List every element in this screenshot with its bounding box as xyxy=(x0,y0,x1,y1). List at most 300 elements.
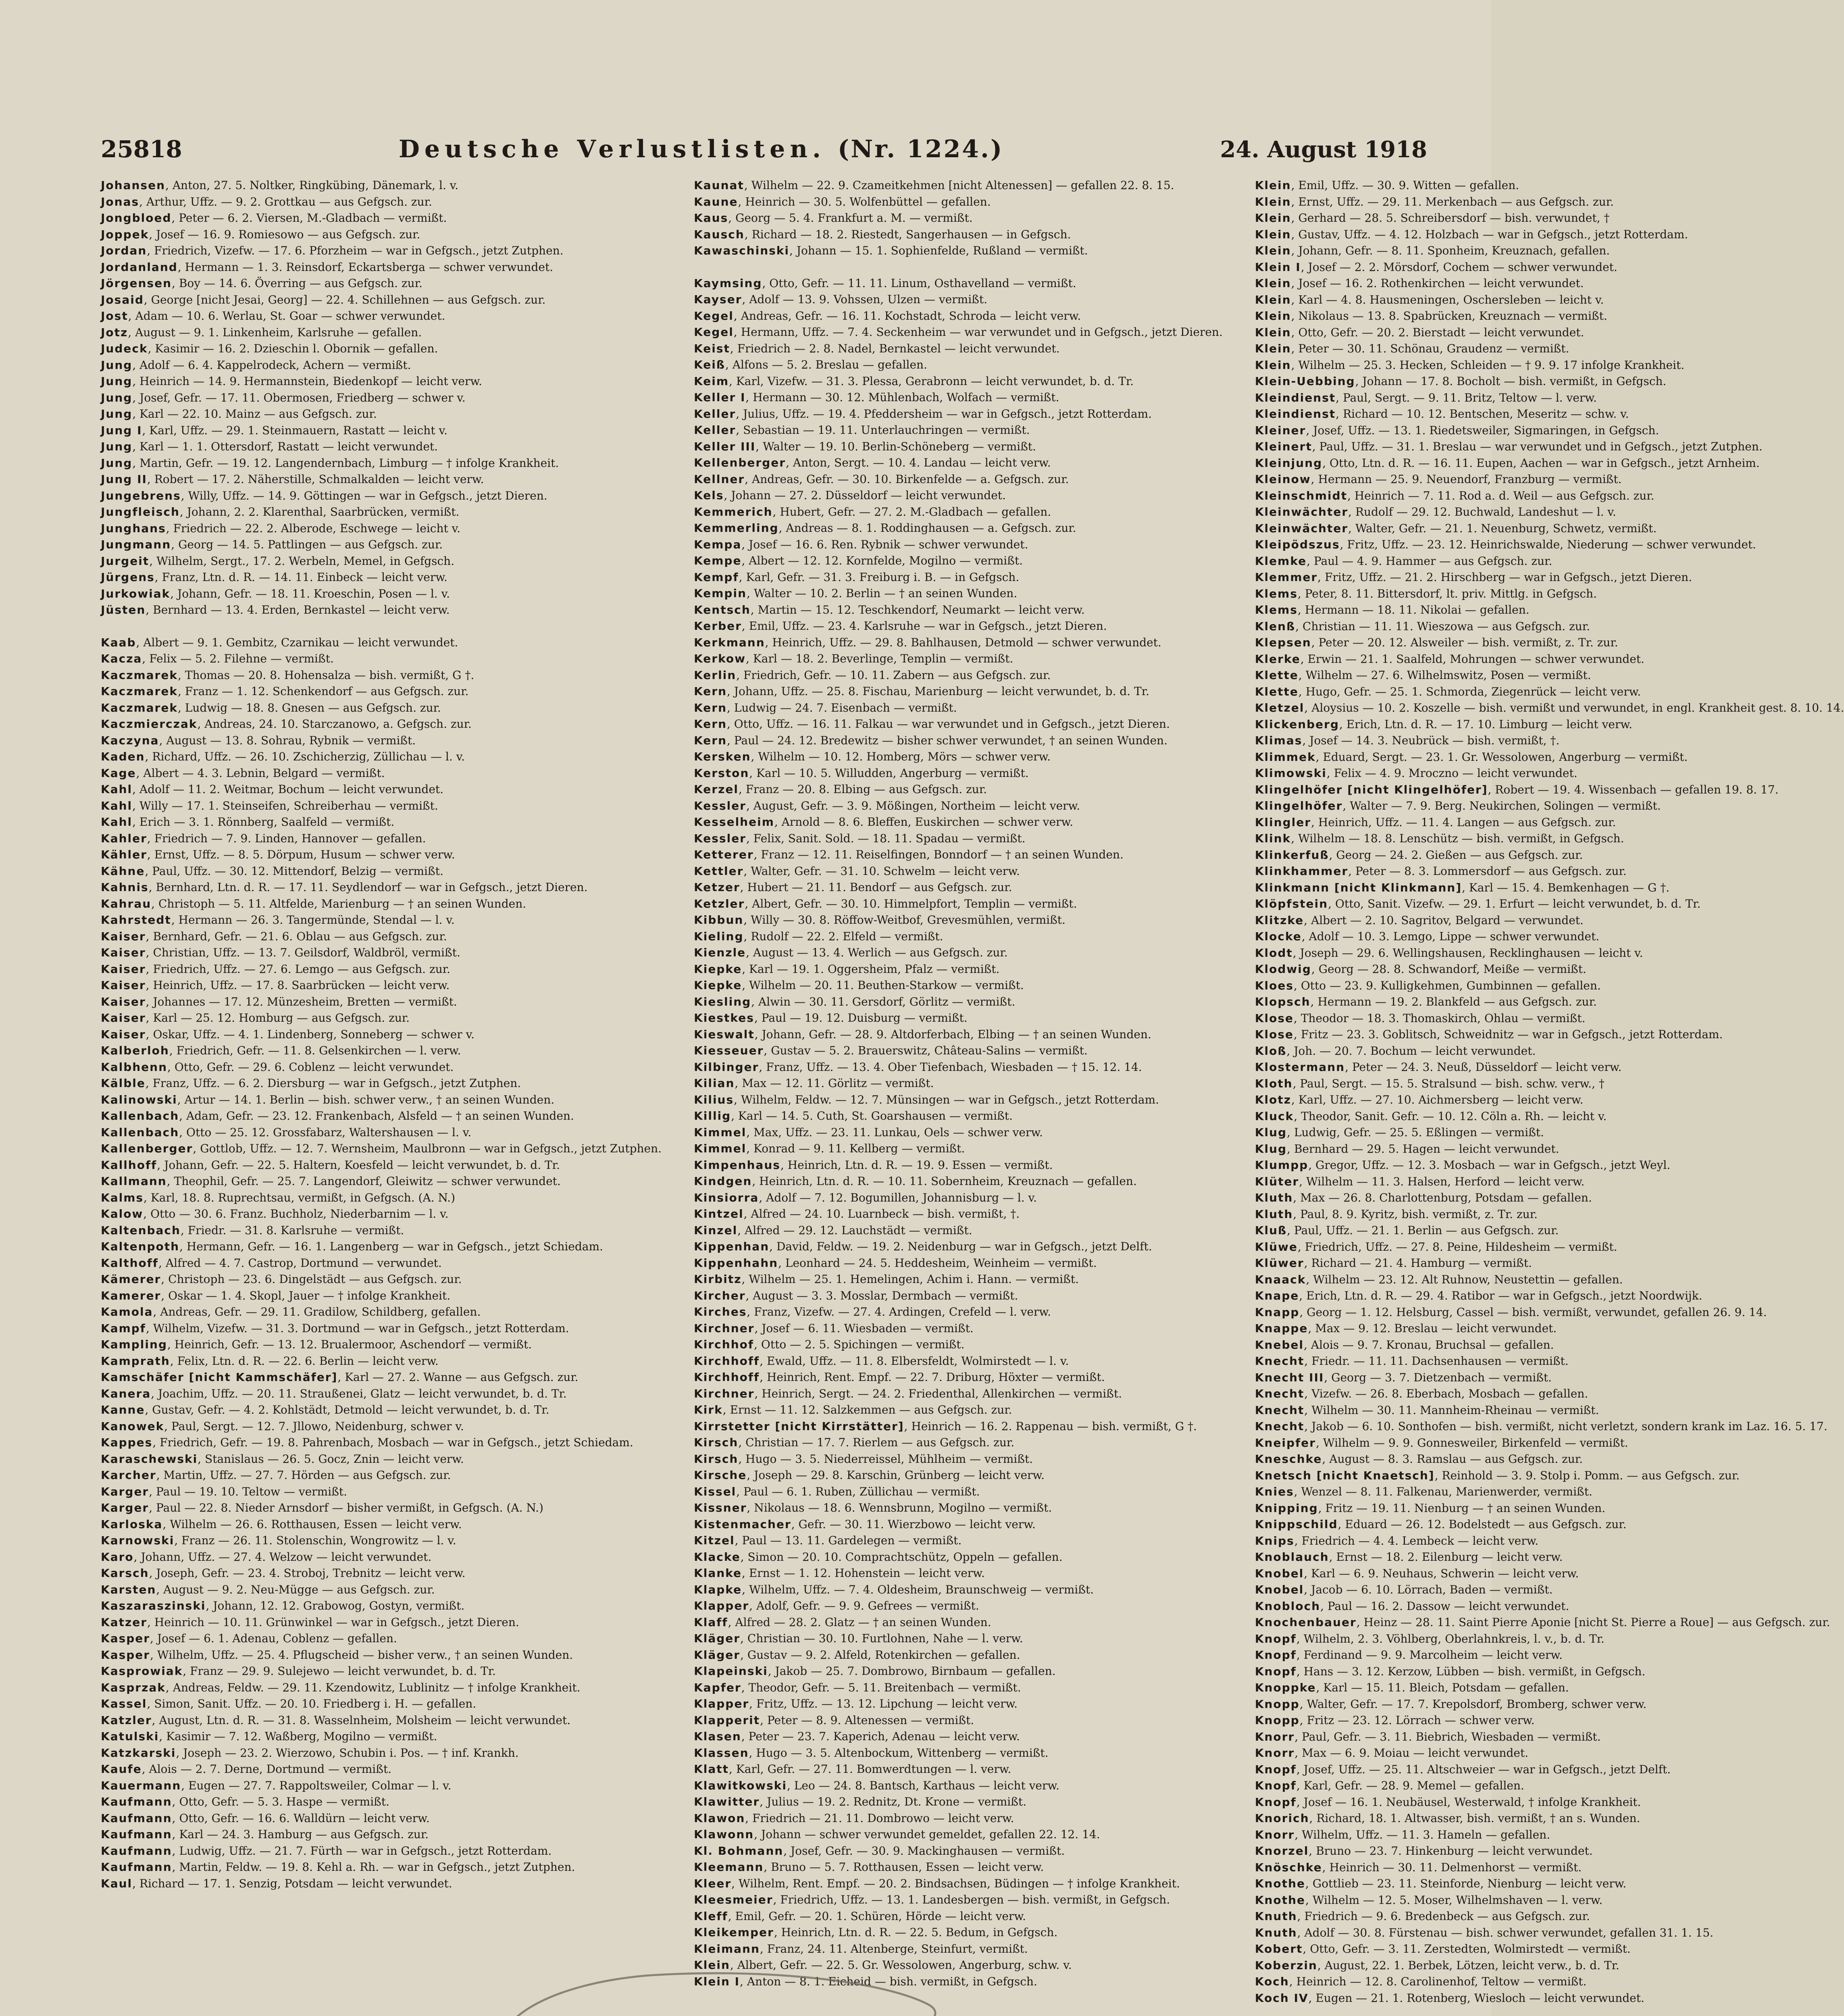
casualty-entry: Kemmerling, Andreas — 8. 1. Roddinghausen — a. Gefgsch. zur. xyxy=(694,521,1076,535)
casualty-entry: Klerke, Erwin — 21. 1. Saalfeld, Mohrungen — schwer verwundet. xyxy=(1255,652,1644,666)
casualty-entry: Klink, Wilhelm — 18. 8. Lenschütz — bish. vermißt, in Gefgsch. xyxy=(1255,832,1624,845)
casualty-entry: Karnowski, Franz — 26. 11. Stolenschin, Wongrowitz — l. v. xyxy=(101,1534,456,1547)
casualty-entry: Knippschild, Eduard — 26. 12. Bodelstedt — aus Gefgsch. zur. xyxy=(1255,1518,1627,1531)
casualty-entry: Klapke, Wilhelm, Uffz. — 7. 4. Oldesheim, Braunschweig — vermißt. xyxy=(694,1583,1094,1596)
casualty-entry: Klein, Emil, Uffz. — 30. 9. Witten — gefallen. xyxy=(1255,179,1519,192)
casualty-entry: Karsten, August — 9. 2. Neu-Mügge — aus Gefgsch. zur. xyxy=(101,1583,435,1596)
casualty-entry: Kiepke, Wilhelm — 20. 11. Beuthen-Starkow — vermißt. xyxy=(694,979,1024,992)
casualty-entry: Knopf, Ferdinand — 9. 9. Marcolheim — leicht verw. xyxy=(1255,1648,1563,1662)
casualty-entry: Kieling, Rudolf — 22. 2. Elfeld — vermißt. xyxy=(694,929,943,943)
casualty-entry: Kirchhof, Otto — 2. 5. Spichingen — vermißt. xyxy=(694,1338,965,1351)
casualty-entry: Kessler, August, Gefr. — 3. 9. Mößingen, Northeim — leicht verw. xyxy=(694,799,1080,812)
casualty-entry: Kinzel, Alfred — 29. 12. Lauchstädt — vermißt. xyxy=(694,1223,972,1237)
casualty-entry: Knoppke, Karl — 15. 11. Bleich, Potsdam — gefallen. xyxy=(1255,1681,1569,1694)
casualty-entry: Kimpenhaus, Heinrich, Ltn. d. R. — 19. 9. Essen — vermißt. xyxy=(694,1158,1053,1172)
casualty-entry: Koch, Heinrich — 12. 8. Carolinenhof, Teltow — vermißt. xyxy=(1255,1975,1587,1988)
casualty-entry: Keller I, Hermann — 30. 12. Mühlenbach, Wolfach — vermißt. xyxy=(694,391,1059,404)
casualty-entry: Klickenberg, Erich, Ltn. d. R. — 17. 10. Limburg — leicht verw. xyxy=(1255,717,1632,731)
casualty-entry: Knopf, Josef, Uffz. — 25. 11. Altschweier — war in Gefgsch., jetzt Delft. xyxy=(1255,1762,1671,1776)
casualty-entry: Kahl, Adolf — 11. 2. Weitmar, Bochum — leicht verwundet. xyxy=(101,783,444,796)
casualty-entry: Kleipödszus, Fritz, Uffz. — 23. 12. Heinrichswalde, Niederung — schwer verwundet. xyxy=(1255,538,1757,551)
casualty-entry: Karaschewski, Stanislaus — 26. 5. Gocz, Znin — leicht verw. xyxy=(101,1452,464,1466)
casualty-entry: Jordan, Friedrich, Vizefw. — 17. 6. Pforzheim — war in Gefgsch., jetzt Zutphen. xyxy=(101,244,564,257)
casualty-entry: Kemmerich, Hubert, Gefr. — 27. 2. M.-Gladbach — gefallen. xyxy=(694,505,1051,519)
casualty-entry: Knecht, Wilhelm — 30. 11. Mannheim-Rheinau — vermißt. xyxy=(1255,1403,1599,1417)
casualty-entry: Klein-Uebbing, Johann — 17. 8. Bocholt — bish. vermißt, in Gefgsch. xyxy=(1255,375,1667,388)
casualty-entry: Kersken, Wilhelm — 10. 12. Homberg, Mörs — schwer verw. xyxy=(694,750,1051,763)
casualty-entry: Kawaschinski, Johann — 15. 1. Sophienfelde, Rußland — vermißt. xyxy=(694,244,1088,257)
casualty-entry: Knaack, Wilhelm — 23. 12. Alt Ruhnow, Neustettin — gefallen. xyxy=(1255,1272,1623,1286)
casualty-entry: Kaltenbach, Friedr. — 31. 8. Karlsruhe — vermißt. xyxy=(101,1223,404,1237)
casualty-entry: Klapper, Fritz, Uffz. — 13. 12. Lipchung — leicht verw. xyxy=(694,1697,1018,1710)
casualty-entry: Jurkowiak, Johann, Gefr. — 18. 11. Kroeschin, Posen — l. v. xyxy=(101,587,450,600)
casualty-entry: Kilbinger, Franz, Uffz. — 13. 4. Ober Tiefenbach, Wiesbaden — † 15. 12. 14. xyxy=(694,1060,1142,1074)
casualty-entry: Klein, Ernst, Uffz. — 29. 11. Merkenbach — aus Gefgsch. zur. xyxy=(1255,195,1614,208)
casualty-entry: Kalthoff, Alfred — 4. 7. Castrop, Dortmund — verwundet. xyxy=(101,1256,442,1270)
casualty-entry: Knobel, Jacob — 6. 10. Lörrach, Baden — vermißt. xyxy=(1255,1583,1553,1596)
casualty-entry: Kirrstetter [nicht Kirrstätter], Heinrich — 16. 2. Rappenau — bish. vermißt, G †. xyxy=(694,1419,1197,1433)
casualty-entry: Kneipfer, Wilhelm — 9. 9. Gonnesweiler, Birkenfeld — vermißt. xyxy=(1255,1436,1628,1450)
casualty-entry: Klüwe, Friedrich, Uffz. — 27. 8. Peine, Hildesheim — vermißt. xyxy=(1255,1240,1617,1254)
casualty-entry: Jüsten, Bernhard — 13. 4. Erden, Bernkastel — leicht verw. xyxy=(101,603,450,616)
casualty-entry: Klingelhöfer [nicht Klingelhöfer], Robert — 19. 4. Wissenbach — gefallen 19. 8. 17. xyxy=(1255,783,1779,796)
casualty-entry: Kalow, Otto — 30. 6. Franz. Buchholz, Niederbarnim — l. v. xyxy=(101,1207,449,1220)
casualty-entry: Kilius, Wilhelm, Feldw. — 12. 7. Münsingen — war in Gefgsch., jetzt Rotterdam. xyxy=(694,1093,1159,1106)
casualty-entry: Jordanland, Hermann — 1. 3. Reinsdorf, Eckartsberga — schwer verwundet. xyxy=(101,260,554,274)
casualty-entry: Klanke, Ernst — 1. 12. Hohenstein — leicht verw. xyxy=(694,1566,985,1580)
casualty-entry: Kasprowiak, Franz — 29. 9. Sulejewo — leicht verwundet, b. d. Tr. xyxy=(101,1664,496,1678)
casualty-entry: Kirk, Ernst — 11. 12. Salzkemmen — aus Gefgsch. zur. xyxy=(694,1403,1012,1416)
casualty-entry: Kayser, Adolf — 13. 9. Vohssen, Ulzen — vermißt. xyxy=(694,293,988,306)
casualty-entry: Kloes, Otto — 23. 9. Kulligkehmen, Gumbinnen — gefallen. xyxy=(1255,979,1601,992)
casualty-entry: Jung, Karl — 22. 10. Mainz — aus Gefgsch. zur. xyxy=(101,407,377,421)
casualty-entry: Kaus, Georg — 5. 4. Frankfurt a. M. — vermißt. xyxy=(694,211,973,225)
casualty-entry: Jung, Adolf — 6. 4. Kappelrodeck, Achern — vermißt. xyxy=(101,358,411,372)
casualty-entry: Kiepke, Karl — 19. 1. Oggersheim, Pfalz — vermißt. xyxy=(694,962,1000,976)
casualty-entry: Kegel, Hermann, Uffz. — 7. 4. Seckenheim — war verwundet und in Gefgsch., jetzt Dieren. xyxy=(694,325,1223,339)
casualty-entry: Jung, Heinrich — 14. 9. Hermannstein, Biedenkopf — leicht verw. xyxy=(101,375,482,388)
casualty-entry: Katzer, Heinrich — 10. 11. Grünwinkel — war in Gefgsch., jetzt Dieren. xyxy=(101,1615,519,1629)
casualty-entry: Kobert, Otto, Gefr. — 3. 11. Zerstedten, Wolmirstedt — vermißt. xyxy=(1255,1942,1631,1956)
casualty-entry: Klöpfstein, Otto, Sanit. Vizefw. — 29. 1. Erfurt — leicht verwundet, b. d. Tr. xyxy=(1255,897,1701,910)
casualty-entry: Kalbhenn, Otto, Gefr. — 29. 6. Coblenz — leicht verwundet. xyxy=(101,1060,454,1074)
column-1 xyxy=(101,177,662,2016)
casualty-entry: Klein, Otto, Gefr. — 20. 2. Bierstadt — leicht verwundet. xyxy=(1255,325,1584,339)
casualty-entry: Kircher, August — 3. 3. Mosslar, Dermbach — vermißt. xyxy=(694,1289,1018,1302)
casualty-entry: Klinkmann [nicht Klinkmann], Karl — 15. 4. Bemkenhagen — G †. xyxy=(1255,881,1670,894)
casualty-entry: Jost, Adam — 10. 6. Werlau, St. Goar — schwer verwundet. xyxy=(101,309,445,323)
casualty-entry: Kirchner, Josef — 6. 11. Wiesbaden — vermißt. xyxy=(694,1321,974,1335)
casualty-entry: Klapper, Adolf, Gefr. — 9. 9. Gefrees — vermißt. xyxy=(694,1599,979,1612)
casualty-entry: Katzkarski, Joseph — 23. 2. Wierzowo, Schubin i. Pos. — † inf. Krankh. xyxy=(101,1746,519,1760)
casualty-entry: Katulski, Kasimir — 7. 12. Waßberg, Mogilno — vermißt. xyxy=(101,1730,437,1743)
casualty-entry: Kaiser, Bernhard, Gefr. — 21. 6. Oblau — aus Gefgsch. zur. xyxy=(101,929,447,943)
pencil-scribble-mark xyxy=(476,1935,959,2016)
casualty-entry: Klug, Ludwig, Gefr. — 25. 5. Eßlingen — vermißt. xyxy=(1255,1126,1544,1139)
casualty-entry: Kalinowski, Artur — 14. 1. Berlin — bish. schwer verw., † an seinen Wunden. xyxy=(101,1093,555,1106)
casualty-entry: Klein, Gerhard — 28. 5. Schreibersdorf — bish. verwundet, † xyxy=(1255,211,1610,225)
casualty-entry: Klein, Gustav, Uffz. — 4. 12. Holzbach — war in Gefgsch., jetzt Rotterdam. xyxy=(1255,227,1688,241)
casualty-entry: Kleimann, Franz, 24. 11. Altenberge, Steinfurt, vermißt. xyxy=(694,1942,1028,1956)
section-gap xyxy=(101,619,662,635)
casualty-entry: Josaid, George [nicht Jesai, Georg] — 22. 4. Schillehnen — aus Gefgsch. zur. xyxy=(101,293,546,306)
casualty-entry: Kaab, Albert — 9. 1. Gembitz, Czarnikau — leicht verwundet. xyxy=(101,635,458,649)
casualty-entry: Kloß, Joh. — 20. 7. Bochum — leicht verwundet. xyxy=(1255,1044,1536,1058)
casualty-entry: Kellner, Andreas, Gefr. — 30. 10. Birkenfelde — a. Gefgsch. zur. xyxy=(694,472,1069,486)
casualty-entry: Kegel, Andreas, Gefr. — 16. 11. Kochstadt, Schroda — leicht verw. xyxy=(694,309,1081,323)
casualty-entry: Jotz, August — 9. 1. Linkenheim, Karlsruhe — gefallen. xyxy=(101,325,422,339)
casualty-entry: Karcher, Martin, Uffz. — 27. 7. Hörden — aus Gefgsch. zur. xyxy=(101,1468,451,1482)
casualty-entry: Kluth, Max — 26. 8. Charlottenburg, Potsdam — gefallen. xyxy=(1255,1191,1592,1204)
casualty-entry: Kahnis, Bernhard, Ltn. d. R. — 17. 11. Seydlendorf — war in Gefgsch., jetzt Dieren. xyxy=(101,881,588,894)
casualty-entry: Knopf, Wilhelm, 2. 3. Vöhlberg, Oberlahnkreis, l. v., b. d. Tr. xyxy=(1255,1632,1605,1645)
casualty-entry: Kneschke, August — 8. 3. Ramslau — aus Gefgsch. zur. xyxy=(1255,1452,1583,1466)
casualty-entry: Kibbun, Willy — 30. 8. Röffow-Weitbof, Grevesmühlen, vermißt. xyxy=(694,913,1066,927)
casualty-entry: Knebel, Alois — 9. 7. Kronau, Bruchsal — gefallen. xyxy=(1255,1338,1554,1352)
casualty-entry: Kienzle, August — 13. 4. Werlich — aus Gefgsch. zur. xyxy=(694,946,1008,959)
casualty-entry: Knecht, Vizefw. — 26. 8. Eberbach, Mosbach — gefallen. xyxy=(1255,1387,1588,1400)
casualty-entry: Kallenbach, Adam, Gefr. — 23. 12. Frankenbach, Alsfeld — † an seinen Wunden. xyxy=(101,1109,574,1123)
casualty-entry: Kleinwächter, Rudolf — 29. 12. Buchwald, Landeshut — l. v. xyxy=(1255,505,1616,519)
casualty-entry: Klepsen, Peter — 20. 12. Alsweiler — bish. vermißt, z. Tr. zur. xyxy=(1255,636,1618,649)
casualty-entry: Kaunat, Wilhelm — 22. 9. Czameitkehmen [nicht Altenessen] — gefallen 22. 8. 15. xyxy=(694,179,1174,192)
casualty-entry: Judeck, Kasimir — 16. 2. Dzieschin l. Obornik — gefallen. xyxy=(101,342,438,355)
casualty-entry: Kellenberger, Anton, Sergt. — 10. 4. Landau — leicht verw. xyxy=(694,456,1051,469)
casualty-entry: Jung, Martin, Gefr. — 19. 12. Langendernbach, Limburg — † infolge Krankheit. xyxy=(101,456,559,470)
casualty-entry: Klein, Wilhelm — 25. 3. Hecken, Schleiden — † 9. 9. 17 infolge Krankheit. xyxy=(1255,358,1685,372)
casualty-entry: Klemke, Paul — 4. 9. Hammer — aus Gefgsch. zur. xyxy=(1255,554,1553,568)
casualty-entry: Knorr, Max — 6. 9. Moiau — leicht verwundet. xyxy=(1255,1746,1529,1760)
casualty-entry: Kissner, Nikolaus — 18. 6. Wennsbrunn, Mogilno — vermißt. xyxy=(694,1501,1052,1514)
casualty-entry: Knothe, Gottlieb — 23. 11. Steinforde, Nienburg — leicht verw. xyxy=(1255,1877,1627,1890)
casualty-entry: Kitzel, Paul — 13. 11. Gardelegen — vermißt. xyxy=(694,1534,962,1547)
casualty-entry: Kintzel, Alfred — 24. 10. Luarnbeck — bish. vermißt, †. xyxy=(694,1207,1020,1220)
casualty-entry: Kasper, Wilhelm, Uffz. — 25. 4. Pflugscheid — bisher verw., † an seinen Wunden. xyxy=(101,1648,573,1662)
casualty-entry: Kaiser, Friedrich, Uffz. — 27. 6. Lemgo — aus Gefgsch. zur. xyxy=(101,962,450,976)
casualty-entry: Katzler, August, Ltn. d. R. — 31. 8. Wasselnheim, Molsheim — leicht verwundet. xyxy=(101,1713,571,1727)
casualty-entry: Jung I, Karl, Uffz. — 29. 1. Steinmauern, Rastatt — leicht v. xyxy=(101,423,447,437)
casualty-entry: Kälble, Franz, Uffz. — 6. 2. Diersburg — war in Gefgsch., jetzt Zutphen. xyxy=(101,1077,521,1090)
casualty-entry: Kampling, Heinrich, Gefr. — 13. 12. Brualermoor, Aschendorf — vermißt. xyxy=(101,1338,532,1351)
casualty-entry: Kirchhoff, Heinrich, Rent. Empf. — 22. 7. Driburg, Höxter — vermißt. xyxy=(694,1370,1105,1384)
casualty-entry: Kiesling, Alwin — 30. 11. Gersdorf, Görlitz — vermißt. xyxy=(694,995,1016,1008)
casualty-entry: Kalberloh, Friedrich, Gefr. — 11. 8. Gelsenkirchen — l. verw. xyxy=(101,1044,461,1057)
casualty-entry: Kaufe, Alois — 2. 7. Derne, Dortmund — vermißt. xyxy=(101,1762,392,1776)
casualty-entry: Kahl, Erich — 3. 1. Rönnberg, Saalfeld — vermißt. xyxy=(101,815,395,829)
casualty-entry: Koberzin, August, 22. 1. Berbek, Lötzen, leicht verw., b. d. Tr. xyxy=(1255,1958,1619,1972)
casualty-entry: Kerlin, Friedrich, Gefr. — 10. 11. Zabern — aus Gefgsch. zur. xyxy=(694,668,1051,682)
casualty-entry: Jung, Josef, Gefr. — 17. 11. Obermosen, Friedberg — schwer v. xyxy=(101,391,466,404)
casualty-entry: Kloth, Paul, Sergt. — 15. 5. Stralsund — bish. schw. verw., † xyxy=(1255,1077,1605,1090)
casualty-entry: Klein I, Josef — 2. 2. Mörsdorf, Cochem — schwer verwundet. xyxy=(1255,260,1617,274)
casualty-entry: Joppek, Josef — 16. 9. Romiesowo — aus Gefgsch. zur. xyxy=(101,227,420,241)
casualty-entry: Kerkow, Karl — 18. 2. Beverlinge, Templin — vermißt. xyxy=(694,652,1014,665)
casualty-entry: Knopf, Hans — 3. 12. Kerzow, Lübben — bish. vermißt, in Gefgsch. xyxy=(1255,1664,1646,1678)
casualty-entry: Klitzke, Albert — 2. 10. Sagritov, Belgard — verwundet. xyxy=(1255,913,1584,927)
casualty-entry: Klinkerfuß, Georg — 24. 2. Gießen — aus Gefgsch. zur. xyxy=(1255,848,1583,862)
casualty-entry: Kern, Paul — 24. 12. Bredewitz — bisher schwer verwundet, † an seinen Wunden. xyxy=(694,733,1168,747)
casualty-entry: Kamschäfer [nicht Kammschäfer], Karl — 27. 2. Wanne — aus Gefgsch. zur. xyxy=(101,1370,579,1384)
casualty-entry: Kerber, Emil, Uffz. — 23. 4. Karlsruhe — war in Gefgsch., jetzt Dieren. xyxy=(694,619,1107,633)
issue-date: 24. August 1918 xyxy=(1220,136,1427,163)
casualty-entry: Kempin, Walter — 10. 2. Berlin — † an seinen Wunden. xyxy=(694,587,1018,600)
casualty-entry: Knorr, Wilhelm, Uffz. — 11. 3. Hameln — gefallen. xyxy=(1255,1828,1551,1841)
casualty-entry: Kleer, Wilhelm, Rent. Empf. — 20. 2. Bindsachsen, Büdingen — † infolge Krankheit. xyxy=(694,1876,1180,1890)
casualty-entry: Kauermann, Eugen — 27. 7. Rappoltsweiler, Colmar — l. v. xyxy=(101,1779,452,1792)
casualty-entry: Kleff, Emil, Gefr. — 20. 1. Schüren, Hörde — leicht verw. xyxy=(694,1909,1026,1923)
casualty-entry: Knochenbauer, Heinz — 28. 11. Saint Pierre Aponie [nicht St. Pierre a Roue] — aus Gefgsch. zur. xyxy=(1255,1616,1830,1629)
casualty-entry: Kahler, Friedrich — 7. 9. Linden, Hannover — gefallen. xyxy=(101,831,426,845)
casualty-entry: Kimmel, Konrad — 9. 11. Kellberg — vermißt. xyxy=(694,1142,965,1155)
casualty-entry: Knorzel, Bruno — 23. 7. Hinkenburg — leicht verwundet. xyxy=(1255,1844,1593,1858)
page-header xyxy=(101,135,1427,171)
casualty-entry: Klopsch, Hermann — 19. 2. Blankfeld — aus Gefgsch. zur. xyxy=(1255,995,1597,1008)
casualty-entry: Kallmann, Theophil, Gefr. — 25. 7. Langendorf, Gleiwitz — schwer verwundet. xyxy=(101,1175,561,1188)
casualty-entry: Koch IV, Eugen — 21. 1. Rotenberg, Wiesloch — leicht verwundet. xyxy=(1255,1991,1644,2005)
casualty-entry: Klaff, Alfred — 28. 2. Glatz — † an seinen Wunden. xyxy=(694,1615,991,1629)
casualty-entry: Kletzel, Aloysius — 10. 2. Koszelle — bish. vermißt und verwundet, in engl. Krankheit gest. 8. 10. 14. xyxy=(1255,701,1844,714)
casualty-entry: Kaczmarek, Ludwig — 18. 8. Gnesen — aus Gefgsch. zur. xyxy=(101,701,441,714)
casualty-entry: Kasprzak, Andreas, Feldw. — 29. 11. Kzendowitz, Lublinitz — † infolge Krankheit. xyxy=(101,1681,581,1694)
casualty-entry: Kerkmann, Heinrich, Uffz. — 29. 8. Bahlhausen, Detmold — schwer verwundet. xyxy=(694,635,1161,649)
casualty-entry: Kaiser, Oskar, Uffz. — 4. 1. Lindenberg, Sonneberg — schwer v. xyxy=(101,1027,475,1041)
casualty-entry: Kessler, Felix, Sanit. Sold. — 18. 11. Spadau — vermißt. xyxy=(694,831,1026,845)
casualty-entry: Kleinwächter, Walter, Gefr. — 21. 1. Neuenburg, Schwetz, vermißt. xyxy=(1255,521,1657,535)
casualty-entry: Klingelhöfer, Walter — 7. 9. Berg. Neukirchen, Solingen — vermißt. xyxy=(1255,799,1661,812)
casualty-entry: Kaiser, Christian, Uffz. — 13. 7. Geilsdorf, Waldbröl, vermißt. xyxy=(101,946,460,959)
casualty-entry: Killig, Karl — 14. 5. Cuth, St. Goarshausen — vermißt. xyxy=(694,1109,1013,1123)
casualty-entry: Knopp, Fritz — 23. 12. Lörrach — schwer verw. xyxy=(1255,1714,1535,1727)
casualty-entry: Kirbitz, Wilhelm — 25. 1. Hemelingen, Achim i. Hann. — vermißt. xyxy=(694,1272,1079,1286)
casualty-entry: Klostermann, Peter — 24. 3. Neuß, Düsseldorf — leicht verw. xyxy=(1255,1060,1622,1074)
casualty-entry: Kage, Albert — 4. 3. Lebnin, Belgard — vermißt. xyxy=(101,766,385,780)
casualty-entry: Jongbloed, Peter — 6. 2. Viersen, M.-Gladbach — vermißt. xyxy=(101,211,447,225)
casualty-entry: Kleikemper, Heinrich, Ltn. d. R. — 22. 5. Bedum, in Gefgsch. xyxy=(694,1926,1058,1939)
casualty-entry: Kels, Johann — 27. 2. Düsseldorf — leicht verwundet. xyxy=(694,489,1006,502)
casualty-entry: Kinsiorra, Adolf — 7. 12. Bogumillen, Johannisburg — l. v. xyxy=(694,1191,1037,1204)
casualty-entry: Klein, Josef — 16. 2. Rothenkirchen — leicht verwundet. xyxy=(1255,277,1584,290)
casualty-entry: Kirsch, Christian — 17. 7. Rierlem — aus Gefgsch. zur. xyxy=(694,1436,1015,1449)
casualty-entry: Kirches, Franz, Vizefw. — 27. 4. Ardingen, Crefeld — l. verw. xyxy=(694,1305,1051,1318)
casualty-entry: Johansen, Anton, 27. 5. Noltker, Ringkübing, Dänemark, l. v. xyxy=(101,179,459,192)
casualty-entry: Klose, Fritz — 23. 3. Goblitsch, Schweidnitz — war in Gefgsch., jetzt Rotterdam. xyxy=(1255,1028,1723,1041)
casualty-entry: Kentsch, Martin — 15. 12. Teschkendorf, Neumarkt — leicht verw. xyxy=(694,603,1085,616)
casualty-entry: Kleinow, Hermann — 25. 9. Neuendorf, Franzburg — vermißt. xyxy=(1255,473,1622,486)
title-text: Deutsche Verlustlisten. xyxy=(398,135,826,163)
casualty-entry: Kaczmarek, Franz — 1. 12. Schenkendorf — aus Gefgsch. zur. xyxy=(101,685,469,698)
casualty-entry: Klug, Bernhard — 29. 5. Hagen — leicht verwundet. xyxy=(1255,1142,1559,1156)
page-number: 25818 xyxy=(101,135,182,163)
casualty-entry: Kiestkes, Paul — 19. 12. Duisburg — vermißt. xyxy=(694,1011,968,1025)
casualty-entry: Klapeinski, Jakob — 25. 7. Dombrowo, Birnbaum — gefallen. xyxy=(694,1664,1056,1678)
casualty-entry: Ketzler, Albert, Gefr. — 30. 10. Himmelpfort, Templin — vermißt. xyxy=(694,897,1077,910)
casualty-entry: Keller, Sebastian — 19. 11. Unterlauchringen — vermißt. xyxy=(694,423,1030,437)
casualty-entry: Kl. Bohmann, Josef, Gefr. — 30. 9. Mackinghausen — vermißt. xyxy=(694,1844,1065,1858)
casualty-entry: Karsch, Joseph, Gefr. — 23. 4. Stroboj, Trebnitz — leicht verw. xyxy=(101,1566,466,1580)
casualty-entry: Keiß, Alfons — 5. 2. Breslau — gefallen. xyxy=(694,358,927,371)
casualty-entry: Kaczyna, August — 13. 8. Sohrau, Rybnik — vermißt. xyxy=(101,733,416,747)
casualty-entry: Kern, Johann, Uffz. — 25. 8. Fischau, Marienburg — leicht verwundet, b. d. Tr. xyxy=(694,685,1149,698)
casualty-entry: Knecht III, Georg — 3. 7. Dietzenbach — vermißt. xyxy=(1255,1370,1552,1384)
casualty-entry: Kallenbach, Otto — 25. 12. Grossfabarz, Waltershausen — l. v. xyxy=(101,1125,472,1139)
casualty-entry: Klacke, Simon — 20. 10. Comprachtschütz, Oppeln — gefallen. xyxy=(694,1550,1063,1564)
casualty-entry: Jurgeit, Wilhelm, Sergt., 17. 2. Werbeln, Memel, in Gefgsch. xyxy=(101,554,455,568)
casualty-entry: Kamerer, Oskar — 1. 4. Skopl, Jauer — † infolge Krankheit. xyxy=(101,1289,451,1302)
casualty-entry: Kaiser, Heinrich, Uffz. — 17. 8. Saarbrücken — leicht verw. xyxy=(101,979,450,992)
casualty-entry: Knorr, Paul, Gefr. — 3. 11. Biebrich, Wiesbaden — vermißt. xyxy=(1255,1730,1601,1743)
casualty-entry: Kluß, Paul, Uffz. — 21. 1. Berlin — aus Gefgsch. zur. xyxy=(1255,1224,1559,1237)
casualty-entry: Kilian, Max — 12. 11. Görlitz — vermißt. xyxy=(694,1077,934,1090)
casualty-entry: Knips, Friedrich — 4. 4. Lembeck — leicht verw. xyxy=(1255,1534,1539,1547)
casualty-entry: Kläger, Gustav — 9. 2. Alfeld, Rotenkirchen — gefallen. xyxy=(694,1648,1020,1662)
casualty-entry: Kerston, Karl — 10. 5. Willudden, Angerburg — vermißt. xyxy=(694,766,1029,780)
casualty-entry: Klimmek, Eduard, Sergt. — 23. 1. Gr. Wessolowen, Angerburg — vermißt. xyxy=(1255,750,1688,764)
casualty-entry: Klems, Peter, 8. 11. Bittersdorf, lt. priv. Mittlg. in Gefgsch. xyxy=(1255,587,1597,600)
casualty-entry: Kaiser, Karl — 25. 12. Homburg — aus Gefgsch. zur. xyxy=(101,1011,410,1025)
casualty-entry: Kleiner, Josef, Uffz. — 13. 1. Riedetsweiler, Sigmaringen, in Gefgsch. xyxy=(1255,423,1659,437)
casualty-entry: Karo, Johann, Uffz. — 27. 4. Welzow — leicht verwundet. xyxy=(101,1550,432,1564)
casualty-entry: Kanera, Joachim, Uffz. — 20. 11. Straußenei, Glatz — leicht verwundet, b. d. Tr. xyxy=(101,1387,567,1400)
casualty-entry: Ketterer, Franz — 12. 11. Reiselfingen, Bonndorf — † an seinen Wunden. xyxy=(694,848,1124,861)
casualty-entry: Kähler, Ernst, Uffz. — 8. 5. Dörpum, Husum — schwer verw. xyxy=(101,848,455,861)
casualty-entry: Kalms, Karl, 18. 8. Ruprechtsau, vermißt, in Gefgsch. (A. N.) xyxy=(101,1191,455,1204)
casualty-entry: Klocke, Adolf — 10. 3. Lemgo, Lippe — schwer verwundet. xyxy=(1255,930,1600,943)
casualty-entry: Kirsche, Joseph — 29. 8. Karschin, Grünberg — leicht verw. xyxy=(694,1468,1045,1482)
casualty-entry: Kleindienst, Paul, Sergt. — 9. 11. Britz, Teltow — l. verw. xyxy=(1255,391,1597,404)
casualty-entry: Keller, Julius, Uffz. — 19. 4. Pfeddersheim — war in Gefgsch., jetzt Rotterdam. xyxy=(694,407,1152,421)
casualty-entry: Keist, Friedrich — 2. 8. Nadel, Bernkastel — leicht verwundet. xyxy=(694,342,1060,355)
casualty-entry: Kirchhoff, Ewald, Uffz. — 11. 8. Elbersfeldt, Wolmirstedt — l. v. xyxy=(694,1354,1069,1368)
casualty-entry: Kluck, Theodor, Sanit. Gefr. — 10. 12. Cöln a. Rh. — leicht v. xyxy=(1255,1109,1607,1123)
casualty-entry: Kähne, Paul, Uffz. — 30. 12. Mittendorf, Belzig — vermißt. xyxy=(101,864,443,878)
casualty-entry: Kaufmann, Otto, Gefr. — 16. 6. Walldürn — leicht verw. xyxy=(101,1811,430,1825)
casualty-entry: Klein, Peter — 30. 11. Schönau, Graudenz — vermißt. xyxy=(1255,342,1569,355)
casualty-entry: Kaufmann, Ludwig, Uffz. — 21. 7. Fürth — war in Gefgsch., jetzt Rotterdam. xyxy=(101,1844,552,1858)
casualty-entry: Kaymsing, Otto, Gefr. — 11. 11. Linum, Osthavelland — vermißt. xyxy=(694,276,1076,290)
casualty-entry: Klenß, Christian — 11. 11. Wieszowa — aus Gefgsch. zur. xyxy=(1255,619,1590,633)
column-2 xyxy=(694,177,1223,2016)
casualty-entry: Klein, Johann, Gefr. — 8. 11. Sponheim, Kreuznach, gefallen. xyxy=(1255,244,1610,257)
casualty-entry: Klimowski, Felix — 4. 9. Mroczno — leicht verwundet. xyxy=(1255,766,1578,780)
casualty-entry: Karloska, Wilhelm — 26. 6. Rotthausen, Essen — leicht verw. xyxy=(101,1517,462,1531)
publication-title xyxy=(399,135,1003,163)
casualty-entry: Kahrstedt, Hermann — 26. 3. Tangermünde, Stendal — l. v. xyxy=(101,913,455,927)
casualty-entry: Kluth, Paul, 8. 9. Kyritz, bish. vermißt, z. Tr. zur. xyxy=(1255,1207,1538,1221)
casualty-entry: Kämerer, Christoph — 23. 6. Dingelstädt — aus Gefgsch. zur. xyxy=(101,1272,462,1286)
casualty-entry: Knappe, Max — 9. 12. Breslau — leicht verwundet. xyxy=(1255,1322,1557,1335)
casualty-entry: Knuth, Friedrich — 9. 6. Bredenbeck — aus Gefgsch. zur. xyxy=(1255,1910,1590,1923)
casualty-entry: Jung, Karl — 1. 1. Ottersdorf, Rastatt — leicht verwundet. xyxy=(101,440,438,453)
casualty-entry: Kleindienst, Richard — 10. 12. Bentschen, Meseritz — schw. v. xyxy=(1255,407,1629,421)
casualty-entry: Klassen, Hugo — 3. 5. Altenbockum, Wittenberg — vermißt. xyxy=(694,1746,1049,1760)
casualty-entry: Kassel, Simon, Sanit. Uffz. — 20. 10. Friedberg i. H. — gefallen. xyxy=(101,1697,477,1710)
casualty-entry: Knopp, Walter, Gefr. — 17. 7. Krepolsdorf, Bromberg, schwer verw. xyxy=(1255,1697,1647,1711)
casualty-entry: Kanowek, Paul, Sergt. — 12. 7. Jllowo, Neidenburg, schwer v. xyxy=(101,1419,464,1433)
casualty-entry: Kiesseuer, Gustav — 5. 2. Brauerswitz, Château-Salins — vermißt. xyxy=(694,1044,1088,1057)
casualty-entry: Kettler, Walter, Gefr. — 31. 10. Schwelm — leicht verw. xyxy=(694,864,1020,878)
casualty-entry: Knecht, Jakob — 6. 10. Sonthofen — bish. vermißt, nicht verletzt, sondern krank im Laz. 16. 5. 17. xyxy=(1255,1420,1827,1433)
casualty-entry: Kappes, Friedrich, Gefr. — 19. 8. Pahrenbach, Mosbach — war in Gefgsch., jetzt Schiedam. xyxy=(101,1436,633,1449)
casualty-entry: Kaufmann, Karl — 24. 3. Hamburg — aus Gefgsch. zur. xyxy=(101,1828,429,1841)
casualty-entry: Kapfer, Theodor, Gefr. — 5. 11. Breitenbach — vermißt. xyxy=(694,1681,1021,1694)
casualty-entry: Kampf, Wilhelm, Vizefw. — 31. 3. Dortmund — war in Gefgsch., jetzt Rotterdam. xyxy=(101,1321,569,1335)
casualty-entry: Jonas, Arthur, Uffz. — 9. 2. Grottkau — aus Gefgsch. zur. xyxy=(101,195,432,208)
casualty-entry: Klette, Hugo, Gefr. — 25. 1. Schmorda, Ziegenrück — leicht verw. xyxy=(1255,685,1641,698)
casualty-entry: Knipping, Fritz — 19. 11. Nienburg — † an seinen Wunden. xyxy=(1255,1501,1606,1515)
casualty-entry: Kausch, Richard — 18. 2. Riestedt, Sangerhausen — in Gefgsch. xyxy=(694,227,1071,241)
casualty-entry: Kaul, Richard — 17. 1. Senzig, Potsdam — leicht verwundet. xyxy=(101,1876,452,1890)
casualty-entry: Kahl, Willy — 17. 1. Steinseifen, Schreiberhau — vermißt. xyxy=(101,799,438,812)
casualty-entry: Knopf, Karl, Gefr. — 28. 9. Memel — gefallen. xyxy=(1255,1779,1524,1792)
casualty-entry: Kern, Ludwig — 24. 7. Eisenbach — vermißt. xyxy=(694,701,957,714)
casualty-entry: Kaiser, Johannes — 17. 12. Münzesheim, Bretten — vermißt. xyxy=(101,995,457,1008)
casualty-entry: Kaltenpoth, Hermann, Gefr. — 16. 1. Langenberg — war in Gefgsch., jetzt Schiedam. xyxy=(101,1240,603,1253)
casualty-entry: Kistenmacher, Gefr. — 30. 11. Wierzbowo — leicht verw. xyxy=(694,1517,1036,1531)
casualty-entry: Klimas, Josef — 14. 3. Neubrück — bish. vermißt, †. xyxy=(1255,734,1560,747)
casualty-entry: Ketzer, Hubert — 21. 11. Bendorf — aus Gefgsch. zur. xyxy=(694,881,1012,894)
casualty-entry: Klodt, Joseph — 29. 6. Wellingshausen, Recklinghausen — leicht v. xyxy=(1255,946,1643,960)
casualty-entry: Karger, Paul — 22. 8. Nieder Arnsdorf — bisher vermißt, in Gefgsch. (A. N.) xyxy=(101,1501,543,1514)
casualty-entry: Kerzel, Franz — 20. 8. Elbing — aus Gefgsch. zur. xyxy=(694,783,987,796)
casualty-entry: Kippenhahn, Leonhard — 24. 5. Heddesheim, Weinheim — vermißt. xyxy=(694,1256,1097,1270)
casualty-entry: Jürgens, Franz, Ltn. d. R. — 14. 11. Einbeck — leicht verw. xyxy=(101,571,447,584)
casualty-entry: Knöschke, Heinrich — 30. 11. Delmenhorst — vermißt. xyxy=(1255,1860,1582,1874)
casualty-list-columns xyxy=(101,177,1844,2016)
casualty-entry: Kanne, Gustav, Gefr. — 4. 2. Kohlstädt, Detmold — leicht verwundet, b. d. Tr. xyxy=(101,1403,549,1416)
section-gap xyxy=(694,259,1223,275)
casualty-entry: Kaufmann, Otto, Gefr. — 5. 3. Haspe — vermißt. xyxy=(101,1795,390,1808)
casualty-entry: Klawon, Friedrich — 21. 11. Dombrowo — leicht verw. xyxy=(694,1811,1014,1825)
casualty-entry: Kasper, Josef — 6. 1. Adenau, Coblenz — gefallen. xyxy=(101,1632,397,1645)
casualty-entry: Kesselheim, Arnold — 8. 6. Bleffen, Euskirchen — schwer verw. xyxy=(694,815,1073,829)
casualty-entry: Kempe, Albert — 12. 12. Kornfelde, Mogilno — vermißt. xyxy=(694,554,1023,567)
casualty-entry: Kaufmann, Martin, Feldw. — 19. 8. Kehl a. Rh. — war in Gefgsch., jetzt Zutphen. xyxy=(101,1860,575,1874)
casualty-entry: Klawonn, Johann — schwer verwundet gemeldet, gefallen 22. 12. 14. xyxy=(694,1828,1100,1841)
casualty-entry: Kindgen, Heinrich, Ltn. d. R. — 10. 11. Sobernheim, Kreuznach — gefallen. xyxy=(694,1175,1137,1188)
casualty-entry: Knecht, Friedr. — 11. 11. Dachsenhausen — vermißt. xyxy=(1255,1354,1569,1368)
casualty-entry: Karger, Paul — 19. 10. Teltow — vermißt. xyxy=(101,1485,348,1498)
casualty-entry: Kaszaraszinski, Johann, 12. 12. Grabowog, Gostyn, vermißt. xyxy=(101,1599,465,1612)
casualty-entry: Knorich, Richard, 18. 1. Altwasser, bish. vermißt, † an s. Wunden. xyxy=(1255,1812,1640,1825)
casualty-entry: Klemmer, Fritz, Uffz. — 21. 2. Hirschberg — war in Gefgsch., jetzt Dieren. xyxy=(1255,571,1692,584)
casualty-entry: Klatt, Karl, Gefr. — 27. 11. Bomwerdtungen — l. verw. xyxy=(694,1762,1011,1776)
casualty-entry: Kimmel, Max, Uffz. — 23. 11. Lunkau, Oels — schwer verw. xyxy=(694,1125,1043,1139)
casualty-entry: Jungmann, Georg — 14. 5. Pattlingen — aus Gefgsch. zur. xyxy=(101,538,443,551)
casualty-entry: Klein I, Anton — 8. 1. Eicheid — bish. vermißt, in Gefgsch. xyxy=(694,1974,1037,1988)
casualty-entry: Knape, Erich, Ltn. d. R. — 29. 4. Ratibor — war in Gefgsch., jetzt Noordwijk. xyxy=(1255,1289,1702,1302)
casualty-entry: Kallhoff, Johann, Gefr. — 22. 5. Haltern, Koesfeld — leicht verwundet, b. d. Tr. xyxy=(101,1158,560,1172)
casualty-entry: Knobel, Karl — 6. 9. Neuhaus, Schwerin — leicht verw. xyxy=(1255,1566,1579,1580)
casualty-entry: Kieswalt, Johann, Gefr. — 28. 9. Altdorferbach, Elbing — † an seinen Wunden. xyxy=(694,1027,1151,1041)
casualty-entry: Kempa, Josef — 16. 6. Ren. Rybnik — schwer verwundet. xyxy=(694,537,1028,551)
casualty-entry: Knuth, Adolf — 30. 8. Fürstenau — bish. schwer verwundet, gefallen 31. 1. 15. xyxy=(1255,1926,1714,1939)
casualty-entry: Kacza, Felix — 5. 2. Filehne — vermißt. xyxy=(101,652,334,665)
casualty-entry: Jung II, Robert — 17. 2. Näherstille, Schmalkalden — leicht verw. xyxy=(101,473,484,486)
casualty-entry: Kirsch, Hugo — 3. 5. Niederreissel, Mühlheim — vermißt. xyxy=(694,1452,1033,1466)
casualty-entry: Kaczmarek, Thomas — 20. 8. Hohensalza — bish. vermißt, G †. xyxy=(101,668,475,682)
issue-number: (Nr. 1224.) xyxy=(837,135,1004,163)
casualty-entry: Junghans, Friedrich — 22. 2. Alberode, Eschwege — leicht v. xyxy=(101,521,461,535)
casualty-entry: Knobloch, Paul — 16. 2. Dassow — leicht verwundet. xyxy=(1255,1599,1569,1613)
casualty-entry: Knoblauch, Ernst — 18. 2. Eilenburg — leicht verw. xyxy=(1255,1550,1563,1564)
casualty-entry: Klein, Karl — 4. 8. Hausmeningen, Oschersleben — leicht v. xyxy=(1255,293,1604,306)
casualty-entry: Klüwer, Richard — 21. 4. Hamburg — vermißt. xyxy=(1255,1256,1532,1270)
casualty-entry: Klinkhammer, Peter — 8. 3. Lommersdorf — aus Gefgsch. zur. xyxy=(1255,864,1627,878)
casualty-entry: Kaczmierczak, Andreas, 24. 10. Starczanowo, a. Gefgsch. zur. xyxy=(101,717,472,731)
casualty-entry: Knies, Wenzel — 8. 11. Falkenau, Marienwerder, vermißt. xyxy=(1255,1485,1592,1498)
casualty-entry: Kallenberger, Gottlob, Uffz. — 12. 7. Wernsheim, Maulbronn — war in Gefgsch., jetzt Zutphen. xyxy=(101,1142,662,1155)
casualty-entry: Klapperit, Peter — 8. 9. Altenessen — vermißt. xyxy=(694,1713,974,1727)
